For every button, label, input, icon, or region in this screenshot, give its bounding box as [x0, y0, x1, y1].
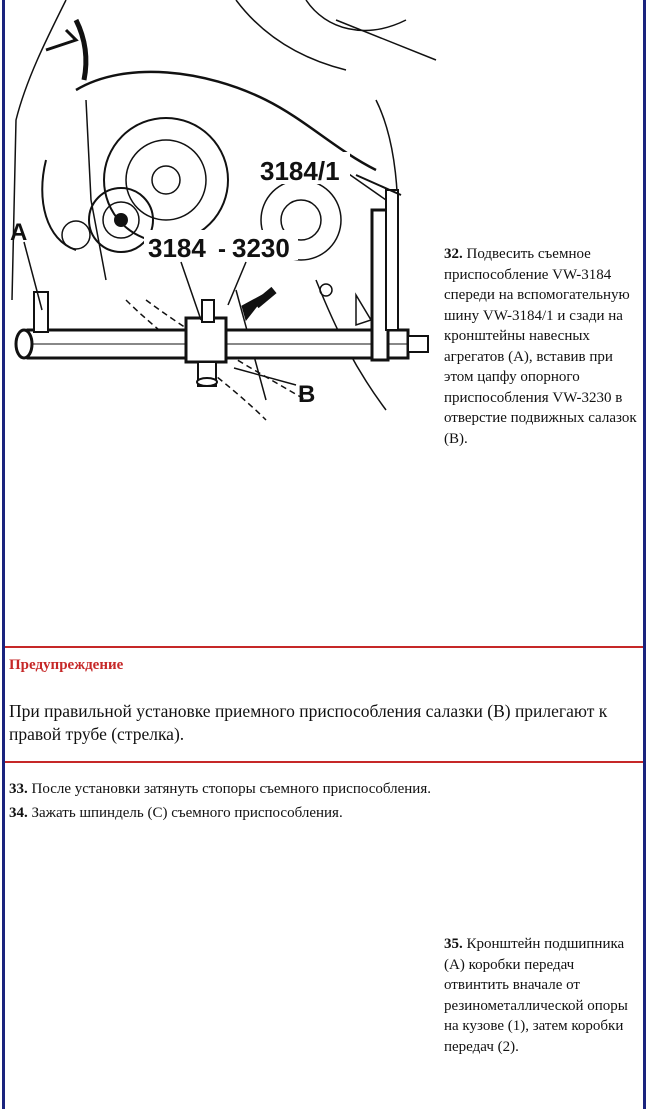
- step-34-text: Зажать шпиндель (C) съемного приспособления.: [31, 805, 343, 821]
- technical-illustration: [6, 0, 438, 430]
- label-3184-1: 3184/1: [260, 156, 340, 186]
- step-32-number: 32.: [444, 246, 463, 262]
- step-33-text: После установки затянуть стопоры съемного приспособления.: [31, 781, 431, 797]
- page-border-right: [643, 0, 646, 1109]
- label-b: B: [298, 381, 316, 408]
- warning-title: Предупреждение: [9, 657, 124, 673]
- warning-text: При правильной установке приемного приспособления салазки (B) прилегают к правой трубе (стрелка).: [9, 701, 608, 744]
- label-3184: 3184: [148, 233, 206, 263]
- step-35-text: Кронштейн подшипника (A) коробки передач отвинтить вначале от резинометаллической опоры на кузове (1), затем коробки передач (2).: [444, 936, 628, 1055]
- step-34-number: 34.: [9, 805, 28, 821]
- step-33-number: 33.: [9, 781, 28, 797]
- step-34: [9, 803, 343, 823]
- step-32-text: Подвесить съемное приспособление VW-3184 спереди на вспомогательную шину VW-3184/1 и сзади на кронштейны навесных агрегатов (A), вставив при этом цапфу опорного приспособления VW-3230 в отверстие подвижных салазок (B).: [444, 246, 637, 447]
- step-35-number: 35.: [444, 936, 463, 952]
- step-32: [444, 244, 639, 449]
- label-dash: -: [218, 236, 226, 263]
- label-a: A: [10, 219, 28, 246]
- label-3230: 3230: [232, 233, 290, 263]
- warning-divider-bottom: [5, 761, 643, 763]
- step-33: [9, 779, 431, 799]
- step-35: [444, 934, 642, 1057]
- page-border-left: [2, 0, 5, 1109]
- warning-divider-top: [5, 646, 643, 648]
